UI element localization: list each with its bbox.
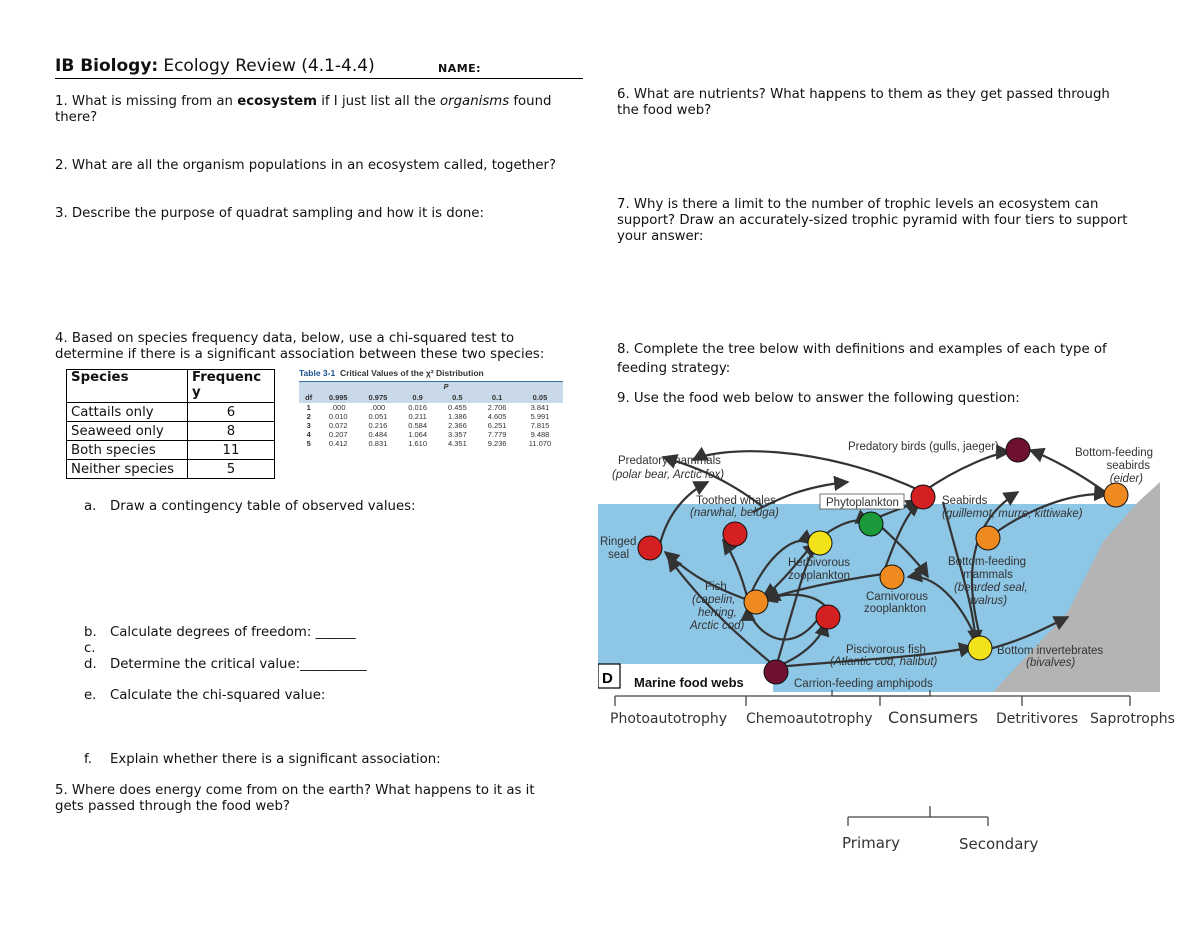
consumers-label: Consumers <box>888 708 978 727</box>
species-cell: Cattails only <box>67 403 188 422</box>
fish-label: Fish <box>705 581 727 593</box>
q1-number: 1. <box>55 94 68 109</box>
chi-cell: 0.484 <box>368 430 388 439</box>
amphipods-label: Carrion-feeding amphipods <box>794 678 933 690</box>
sub-question-c: c. <box>84 641 96 656</box>
table-row <box>67 403 275 422</box>
worksheet-header <box>55 56 583 79</box>
phytoplankton-label: Phytoplankton <box>826 497 899 509</box>
bottom-seabirds-label-2: seabirds <box>1106 460 1150 472</box>
fish-sub-label-3: Arctic cod) <box>690 620 745 632</box>
chi-col-header: 0.5 <box>452 393 463 402</box>
bottom-seabirds-node <box>1104 483 1128 507</box>
photoautotrophy-label: Photoautotrophy <box>610 711 727 727</box>
panel-letter: D <box>602 670 613 687</box>
chi-cell: 6.251 <box>487 421 507 430</box>
question-3: 3. Describe the purpose of quadrat sampling and how it is done: <box>55 206 484 221</box>
frequency-cell: 6 <box>188 403 275 422</box>
species-frequency-table <box>66 369 275 479</box>
chi-cell: 0.412 <box>328 439 348 448</box>
chi-row <box>299 421 563 430</box>
species-cell: Neither species <box>67 460 188 479</box>
detritivores-label: Detritivores <box>996 711 1079 727</box>
species-cell: Both species <box>67 441 188 460</box>
q1-text-c: found <box>509 94 552 109</box>
chi-cell: 1.610 <box>408 439 428 448</box>
chi-cell: 0.072 <box>328 421 348 430</box>
table-row <box>67 422 275 441</box>
primary-label: Primary <box>842 834 900 852</box>
seabirds-sub-label: (guillemot, murre, kittiwake) <box>942 508 1083 520</box>
chi-cell: 5 <box>306 439 311 448</box>
bottom-mammals-node <box>976 526 1000 550</box>
chi-cell: 3.357 <box>447 430 467 439</box>
toothed-whales-sub-label: (narwhal, beluga) <box>690 507 779 519</box>
chi-p-label: P <box>299 382 563 392</box>
chi-cell: 0.016 <box>408 403 428 412</box>
ringed-seal-label: Ringed <box>600 536 637 548</box>
worksheet-title: Ecology Review (4.1-4.4) <box>163 56 375 76</box>
species-cell: Seaweed only <box>67 422 188 441</box>
bottom-seabirds-sub-label: (eider) <box>1109 473 1143 485</box>
chi-cell: 1.064 <box>408 430 428 439</box>
chi-cell: 3.841 <box>530 403 550 412</box>
carnivorous-zooplankton-label-2: zooplankton <box>864 603 927 615</box>
chi-cell: 7.779 <box>487 430 507 439</box>
q7-line-1: 7. Why is there a limit to the number of trophic levels an ecosystem can <box>617 197 1099 212</box>
ringed-seal-label-2: seal <box>608 549 630 561</box>
bottom-mammals-label-2: mammals <box>963 569 1013 581</box>
toothed-whales-label: Toothed whales <box>696 495 776 507</box>
chi-row <box>299 439 563 448</box>
feeding-strategy-tree <box>598 690 1178 860</box>
chi-cell: 0.216 <box>368 421 388 430</box>
frequency-header: Frequenc y <box>188 370 275 403</box>
chi-cell: 4.605 <box>487 412 507 421</box>
chi-table-title: Critical Values of the χ² Distribution <box>339 368 484 378</box>
bottom-mammals-sub-label: (bearded seal, <box>954 582 1028 594</box>
chi-cell: 1 <box>306 403 311 412</box>
frequency-cell: 11 <box>188 441 275 460</box>
bottom-mammals-sub-label-2: walrus) <box>970 595 1008 607</box>
q5-line-2: gets passed through the food web? <box>55 799 290 814</box>
question-9: 9. Use the food web below to answer the following question: <box>617 391 1020 406</box>
chi-col-header: 0.1 <box>491 393 503 402</box>
chi-cell: 7.815 <box>530 421 550 430</box>
chi-cell: 0.010 <box>328 412 348 421</box>
carnivorous-zooplankton-node <box>880 565 904 589</box>
piscivorous-fish-label: Piscivorous fish <box>846 644 926 656</box>
question-7 <box>617 197 1127 245</box>
chi-cell: 5.991 <box>530 412 550 421</box>
chi-col-header: df <box>305 393 313 402</box>
table-row <box>67 441 275 460</box>
chi-table-number: Table 3-1 <box>299 368 336 378</box>
course-label: IB Biology: <box>55 56 159 76</box>
name-label: NAME: <box>438 62 482 75</box>
chi-cell: 1.386 <box>447 412 467 421</box>
q7-line-3: your answer: <box>617 229 704 244</box>
bottom-seabirds-label: Bottom-feeding <box>1075 447 1153 459</box>
fish-sub-label: (capelin, <box>692 594 736 606</box>
sub-question-f: f. Explain whether there is a significant association: <box>84 752 441 767</box>
piscivorous-fish-node <box>816 605 840 629</box>
sub-question-b: b. Calculate degrees of freedom: ______ <box>84 625 356 640</box>
bottom-invertebrates-node <box>968 636 992 660</box>
q1-text-d: there? <box>55 110 98 125</box>
predatory-birds-node <box>1006 438 1030 462</box>
chi-cell: 9.236 <box>487 439 507 448</box>
question-1 <box>55 94 575 126</box>
chi-cell: 0.207 <box>328 430 348 439</box>
fish-node <box>744 590 768 614</box>
question-4 <box>55 331 585 363</box>
phytoplankton-node <box>859 512 883 536</box>
seabirds-node <box>911 485 935 509</box>
question-5 <box>55 783 535 815</box>
bottom-mammals-label: Bottom-feeding <box>948 556 1026 568</box>
ringed-seal-node <box>638 536 662 560</box>
q1-text-a: What is missing from an <box>71 94 238 109</box>
q7-line-2: support? Draw an accurately-sized trophic pyramid with four tiers to support <box>617 213 1128 228</box>
chi-grid <box>299 392 563 448</box>
predatory-birds-label: Predatory birds (gulls, jaeger) <box>848 441 999 453</box>
herbivorous-zooplankton-node <box>808 531 832 555</box>
chi-col-header: 0.995 <box>328 393 348 402</box>
chi-cell: 2.366 <box>447 421 467 430</box>
panel-title: Marine food webs <box>634 675 744 690</box>
q8-line-1: 8. Complete the tree below with definitions and examples of each type of <box>617 342 1107 357</box>
bottom-invertebrates-label: Bottom invertebrates <box>997 645 1104 657</box>
carnivorous-zooplankton-label: Carnivorous <box>866 591 928 603</box>
piscivorous-fish-sub-label: (Atlantic cod, halibut) <box>830 656 938 668</box>
saprotrophs-label: Saprotrophs <box>1090 711 1175 727</box>
sub-question-e: e. Calculate the chi-squared value: <box>84 688 326 703</box>
marine-food-web-diagram <box>598 412 1160 692</box>
chemoautotrophy-label: Chemoautotrophy <box>746 711 873 727</box>
chi-cell: 2 <box>306 412 311 421</box>
predatory-mammals-sub-label: (polar bear, Arctic fox) <box>612 469 725 481</box>
amphipods-node <box>764 660 788 684</box>
q6-line-2: the food web? <box>617 103 712 118</box>
chi-col-header: 0.975 <box>368 393 388 402</box>
chi-row <box>299 412 563 421</box>
herbivorous-zooplankton-label-2: zooplankton <box>788 570 851 582</box>
tree-labels <box>610 708 1175 853</box>
chi-cell: .000 <box>370 403 386 412</box>
q1-text-b: if I just list all the <box>316 94 441 109</box>
chi-row <box>299 430 563 439</box>
question-2: 2. What are all the organism populations in an ecosystem called, together? <box>55 158 557 173</box>
species-header: Species <box>67 370 188 403</box>
question-6 <box>617 87 1110 119</box>
chi-cell: 4.351 <box>447 439 467 448</box>
chi-cell: 0.455 <box>447 403 467 412</box>
table-row <box>67 460 275 479</box>
chi-cell: 4 <box>306 430 311 439</box>
chi-cell: 0.584 <box>408 421 428 430</box>
secondary-label: Secondary <box>959 835 1039 853</box>
q4-line-2: determine if there is a significant association between these two species: <box>55 347 545 362</box>
predatory-mammals-label: Predatory mammals <box>618 455 721 467</box>
toothed-whales-node <box>723 522 747 546</box>
chi-cell: 3 <box>306 421 311 430</box>
sub-question-d: d. Determine the critical value:__________ <box>84 657 367 672</box>
q4-line-1: 4. Based on species frequency data, below, use a chi-squared test to <box>55 331 515 346</box>
chi-squared-table <box>299 368 563 448</box>
chi-cell: 0.831 <box>368 439 388 448</box>
chi-cell: 0.051 <box>368 412 388 421</box>
bottom-invertebrates-sub-label: (bivalves) <box>1026 657 1076 669</box>
seabirds-label: Seabirds <box>942 495 988 507</box>
sub-question-a: a. Draw a contingency table of observed values: <box>84 499 416 514</box>
chi-cell: 11.070 <box>528 439 552 448</box>
herbivorous-zooplankton-label: Herbivorous <box>788 557 850 569</box>
chi-cell: 2.706 <box>487 403 507 412</box>
frequency-cell: 5 <box>188 460 275 479</box>
frequency-cell: 8 <box>188 422 275 441</box>
q5-line-1: 5. Where does energy come from on the earth? What happens to it as it <box>55 783 535 798</box>
chi-cell: .000 <box>330 403 346 412</box>
chi-cell: 0.211 <box>408 412 427 421</box>
q8-line-2: feeding strategy: <box>617 361 731 376</box>
question-8 <box>617 340 1107 378</box>
chi-cell: 9.488 <box>530 430 550 439</box>
q1-bold: ecosystem <box>237 94 317 109</box>
q1-italic: organisms <box>440 94 510 109</box>
q6-line-1: 6. What are nutrients? What happens to them as they get passed through <box>617 87 1110 102</box>
fish-sub-label-2: herring, <box>698 607 737 619</box>
chi-row <box>299 403 563 412</box>
chi-col-header: 0.9 <box>412 393 423 402</box>
chi-col-header: 0.05 <box>532 393 548 402</box>
